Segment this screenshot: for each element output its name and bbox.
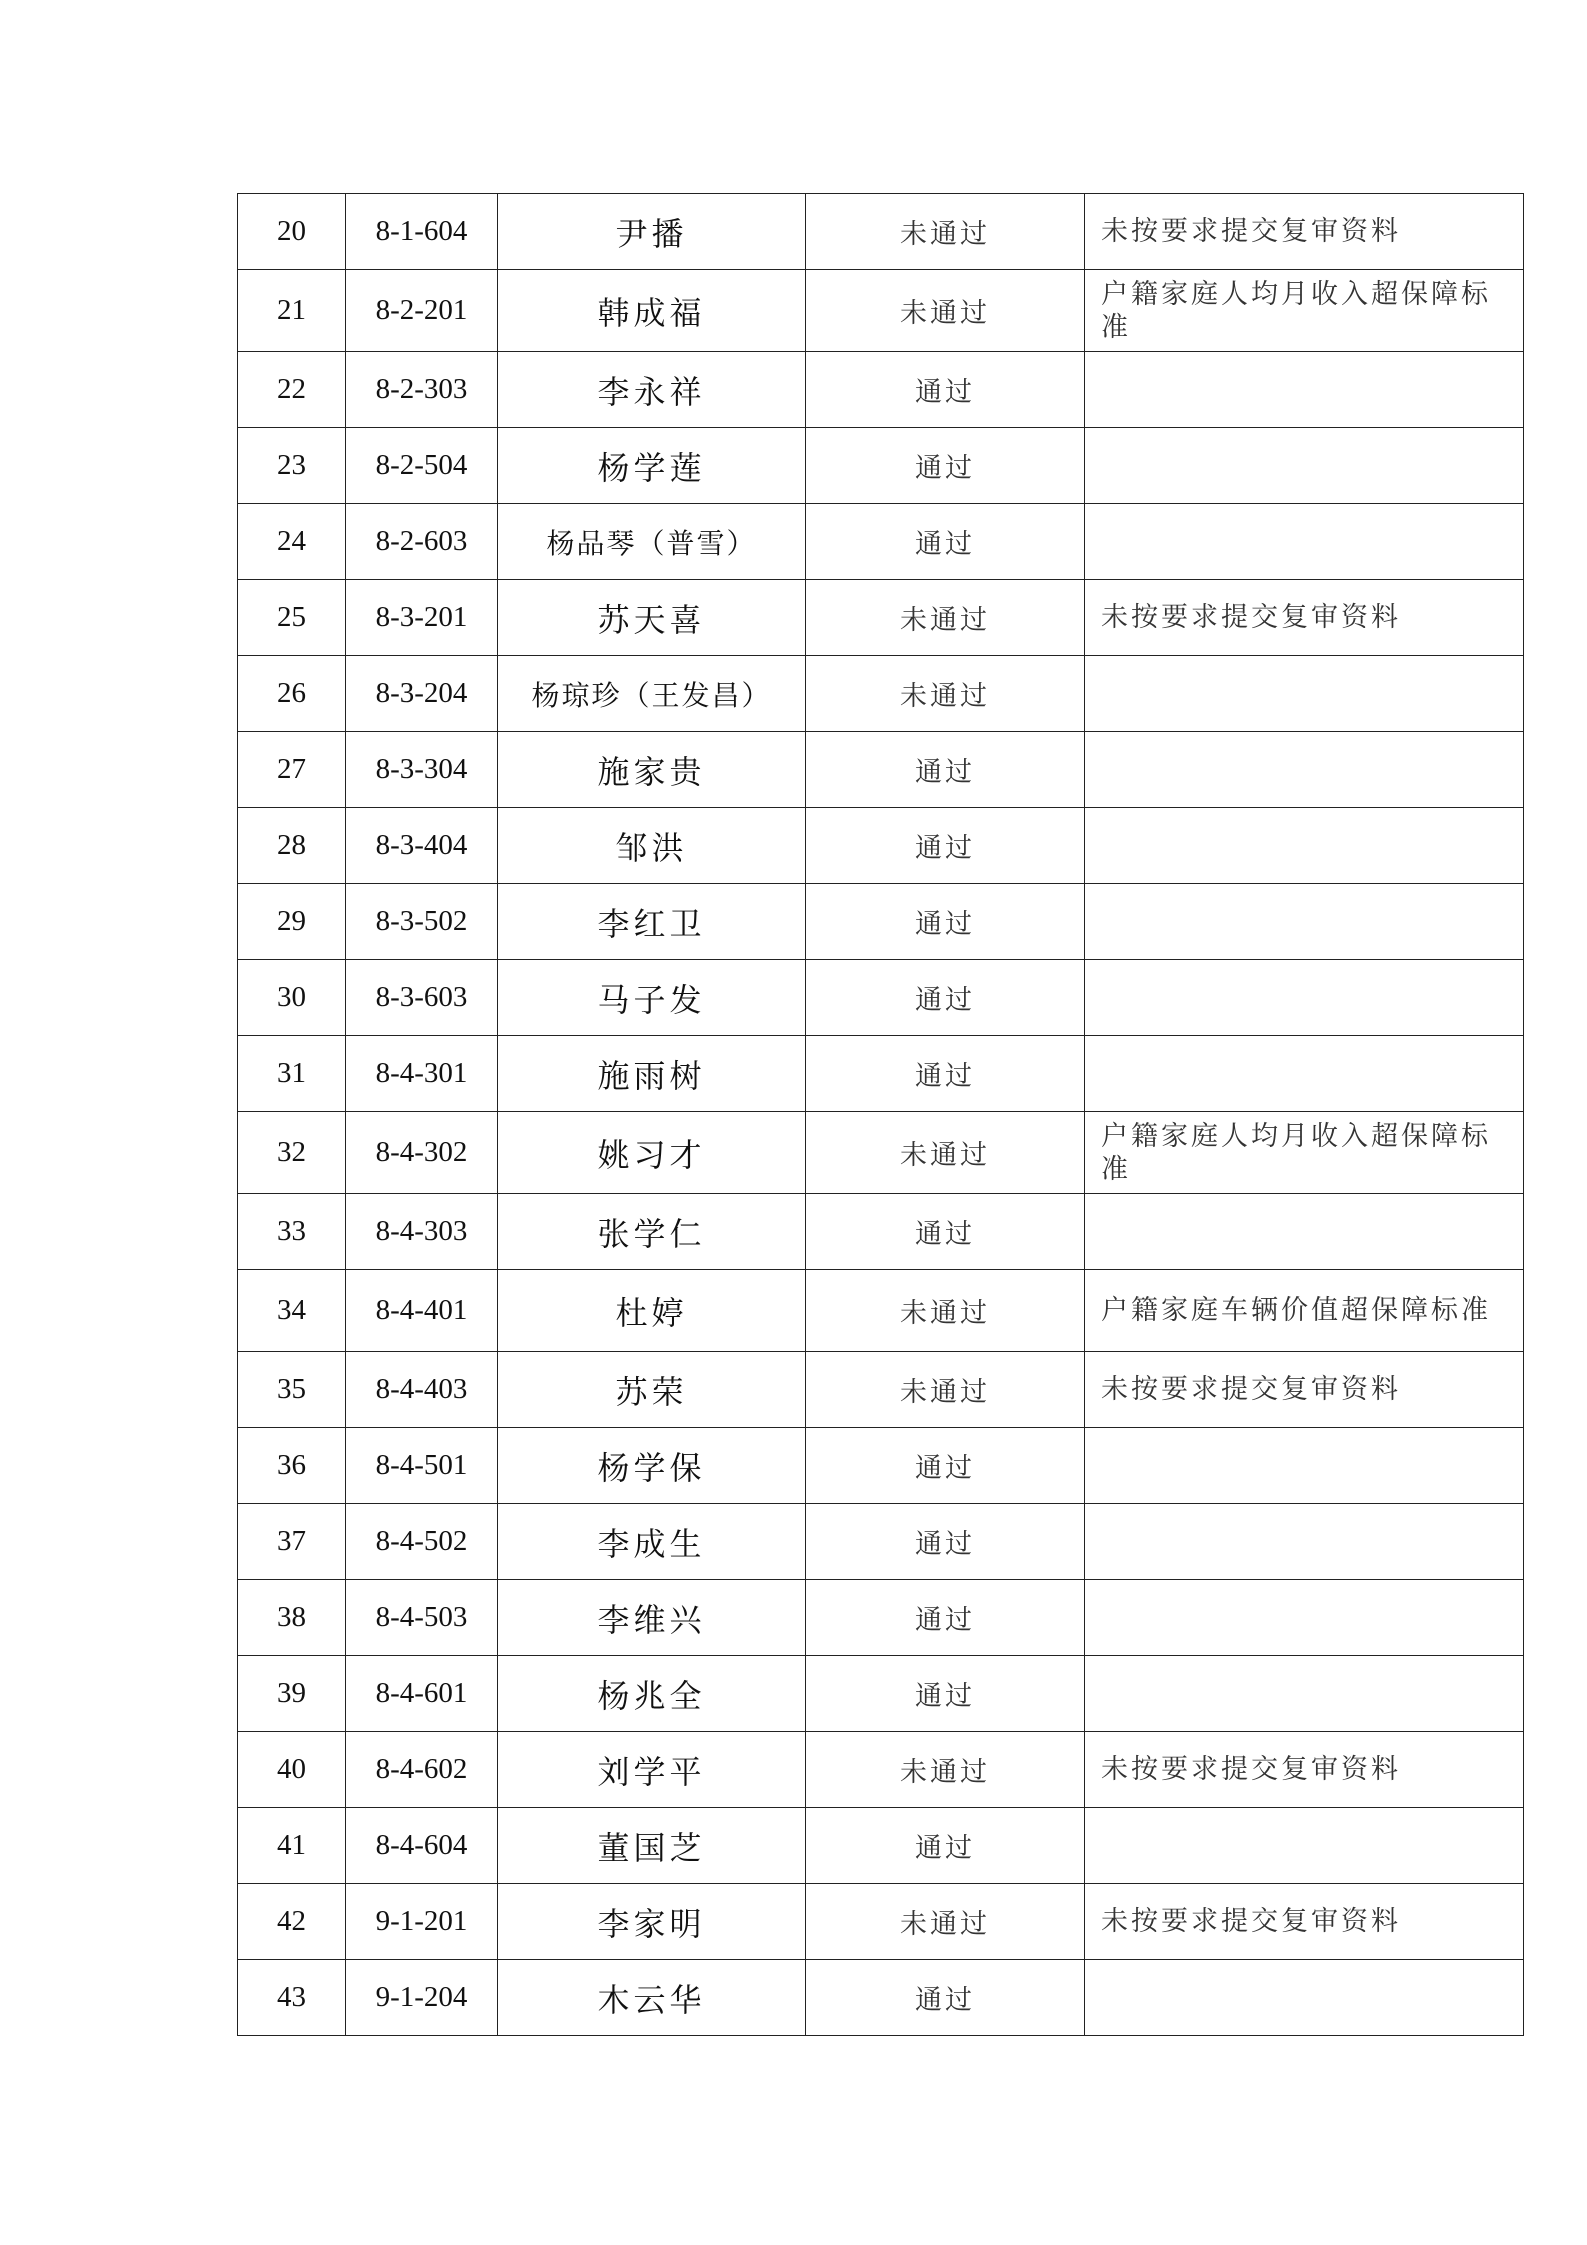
table-row (238, 1732, 1524, 1808)
room-number: 8-3-603 (346, 960, 498, 1036)
room-number: 8-2-303 (346, 352, 498, 428)
row-number: 38 (238, 1580, 346, 1656)
row-number: 41 (238, 1808, 346, 1884)
table-row (238, 1580, 1524, 1656)
review-note: 未按要求提交复审资料 (1085, 1352, 1524, 1428)
room-number: 9-1-201 (346, 1884, 498, 1960)
room-number: 8-3-404 (346, 808, 498, 884)
table-row (238, 194, 1524, 270)
table-row (238, 270, 1524, 352)
room-number: 8-3-502 (346, 884, 498, 960)
review-status: 未通过 (806, 194, 1085, 270)
resident-name: 杜婷 (498, 1270, 806, 1352)
resident-name: 苏天喜 (498, 580, 806, 656)
review-note: 未按要求提交复审资料 (1085, 1884, 1524, 1960)
row-number: 26 (238, 656, 346, 732)
row-number: 28 (238, 808, 346, 884)
review-note (1085, 1580, 1524, 1656)
resident-name: 杨学保 (498, 1428, 806, 1504)
resident-name: 韩成福 (498, 270, 806, 352)
review-status: 通过 (806, 960, 1085, 1036)
review-status: 通过 (806, 1428, 1085, 1504)
table-row (238, 1884, 1524, 1960)
resident-name: 刘学平 (498, 1732, 806, 1808)
review-status: 通过 (806, 1194, 1085, 1270)
table-row (238, 884, 1524, 960)
review-note: 户籍家庭人均月收入超保障标准 (1085, 1112, 1524, 1194)
room-number: 8-4-602 (346, 1732, 498, 1808)
review-status: 通过 (806, 884, 1085, 960)
room-number: 8-4-501 (346, 1428, 498, 1504)
review-status: 通过 (806, 808, 1085, 884)
review-note (1085, 1960, 1524, 2036)
review-note (1085, 1656, 1524, 1732)
table-row (238, 1270, 1524, 1352)
row-number: 29 (238, 884, 346, 960)
row-number: 35 (238, 1352, 346, 1428)
review-note: 未按要求提交复审资料 (1085, 194, 1524, 270)
review-note: 未按要求提交复审资料 (1085, 580, 1524, 656)
row-number: 25 (238, 580, 346, 656)
room-number: 8-1-604 (346, 194, 498, 270)
resident-name: 苏荣 (498, 1352, 806, 1428)
review-note (1085, 884, 1524, 960)
table-row (238, 352, 1524, 428)
table-row (238, 580, 1524, 656)
resident-name: 杨兆全 (498, 1656, 806, 1732)
room-number: 8-4-401 (346, 1270, 498, 1352)
review-status: 未通过 (806, 656, 1085, 732)
room-number: 8-4-502 (346, 1504, 498, 1580)
row-number: 43 (238, 1960, 346, 2036)
review-note: 户籍家庭人均月收入超保障标准 (1085, 270, 1524, 352)
row-number: 39 (238, 1656, 346, 1732)
table-row (238, 504, 1524, 580)
table-row (238, 1036, 1524, 1112)
table-row (238, 428, 1524, 504)
review-note (1085, 732, 1524, 808)
row-number: 36 (238, 1428, 346, 1504)
row-number: 23 (238, 428, 346, 504)
resident-name: 杨品琴（普雪） (498, 504, 806, 580)
room-number: 8-4-503 (346, 1580, 498, 1656)
table-row (238, 1112, 1524, 1194)
table-body (238, 194, 1524, 2036)
table-row (238, 1504, 1524, 1580)
review-note: 未按要求提交复审资料 (1085, 1732, 1524, 1808)
row-number: 21 (238, 270, 346, 352)
review-note (1085, 656, 1524, 732)
resident-name: 马子发 (498, 960, 806, 1036)
review-note (1085, 1194, 1524, 1270)
review-note (1085, 1808, 1524, 1884)
row-number: 32 (238, 1112, 346, 1194)
table-row (238, 960, 1524, 1036)
resident-name: 施雨树 (498, 1036, 806, 1112)
table-row (238, 732, 1524, 808)
table-row (238, 656, 1524, 732)
room-number: 8-3-201 (346, 580, 498, 656)
review-note (1085, 1428, 1524, 1504)
review-note (1085, 1504, 1524, 1580)
resident-name: 邹洪 (498, 808, 806, 884)
review-status: 通过 (806, 1960, 1085, 2036)
resident-name: 董国芝 (498, 1808, 806, 1884)
review-note (1085, 352, 1524, 428)
row-number: 30 (238, 960, 346, 1036)
resident-name: 张学仁 (498, 1194, 806, 1270)
room-number: 8-4-301 (346, 1036, 498, 1112)
review-status: 未通过 (806, 1112, 1085, 1194)
review-status: 通过 (806, 1580, 1085, 1656)
review-note (1085, 504, 1524, 580)
resident-name: 李家明 (498, 1884, 806, 1960)
review-status: 未通过 (806, 580, 1085, 656)
room-number: 8-3-304 (346, 732, 498, 808)
table-row (238, 1656, 1524, 1732)
row-number: 20 (238, 194, 346, 270)
row-number: 34 (238, 1270, 346, 1352)
room-number: 8-2-201 (346, 270, 498, 352)
room-number: 8-3-204 (346, 656, 498, 732)
review-note (1085, 428, 1524, 504)
row-number: 37 (238, 1504, 346, 1580)
review-note (1085, 1036, 1524, 1112)
review-status: 通过 (806, 1808, 1085, 1884)
table-row (238, 1808, 1524, 1884)
table-row (238, 1194, 1524, 1270)
resident-name: 杨学莲 (498, 428, 806, 504)
resident-name: 姚习才 (498, 1112, 806, 1194)
row-number: 42 (238, 1884, 346, 1960)
room-number: 8-4-302 (346, 1112, 498, 1194)
review-status: 未通过 (806, 1270, 1085, 1352)
review-status: 通过 (806, 1656, 1085, 1732)
room-number: 8-2-603 (346, 504, 498, 580)
review-status: 未通过 (806, 270, 1085, 352)
review-status: 通过 (806, 504, 1085, 580)
room-number: 8-4-604 (346, 1808, 498, 1884)
table-row (238, 1428, 1524, 1504)
review-status: 通过 (806, 428, 1085, 504)
review-results-table (237, 193, 1524, 2036)
resident-name: 李永祥 (498, 352, 806, 428)
resident-name: 木云华 (498, 1960, 806, 2036)
row-number: 40 (238, 1732, 346, 1808)
room-number: 8-4-403 (346, 1352, 498, 1428)
resident-name: 李成生 (498, 1504, 806, 1580)
room-number: 8-4-303 (346, 1194, 498, 1270)
resident-name: 尹播 (498, 194, 806, 270)
review-status: 通过 (806, 352, 1085, 428)
resident-name: 施家贵 (498, 732, 806, 808)
resident-name: 杨琼珍（王发昌） (498, 656, 806, 732)
room-number: 8-2-504 (346, 428, 498, 504)
review-status: 未通过 (806, 1732, 1085, 1808)
table-row (238, 1352, 1524, 1428)
review-note: 户籍家庭车辆价值超保障标准 (1085, 1270, 1524, 1352)
review-status: 未通过 (806, 1884, 1085, 1960)
review-status: 通过 (806, 732, 1085, 808)
review-note (1085, 808, 1524, 884)
room-number: 9-1-204 (346, 1960, 498, 2036)
table-row (238, 1960, 1524, 2036)
row-number: 31 (238, 1036, 346, 1112)
row-number: 27 (238, 732, 346, 808)
resident-name: 李红卫 (498, 884, 806, 960)
resident-name: 李维兴 (498, 1580, 806, 1656)
row-number: 33 (238, 1194, 346, 1270)
review-status: 未通过 (806, 1352, 1085, 1428)
room-number: 8-4-601 (346, 1656, 498, 1732)
row-number: 24 (238, 504, 346, 580)
review-note (1085, 960, 1524, 1036)
review-status: 通过 (806, 1504, 1085, 1580)
review-status: 通过 (806, 1036, 1085, 1112)
row-number: 22 (238, 352, 346, 428)
table-row (238, 808, 1524, 884)
